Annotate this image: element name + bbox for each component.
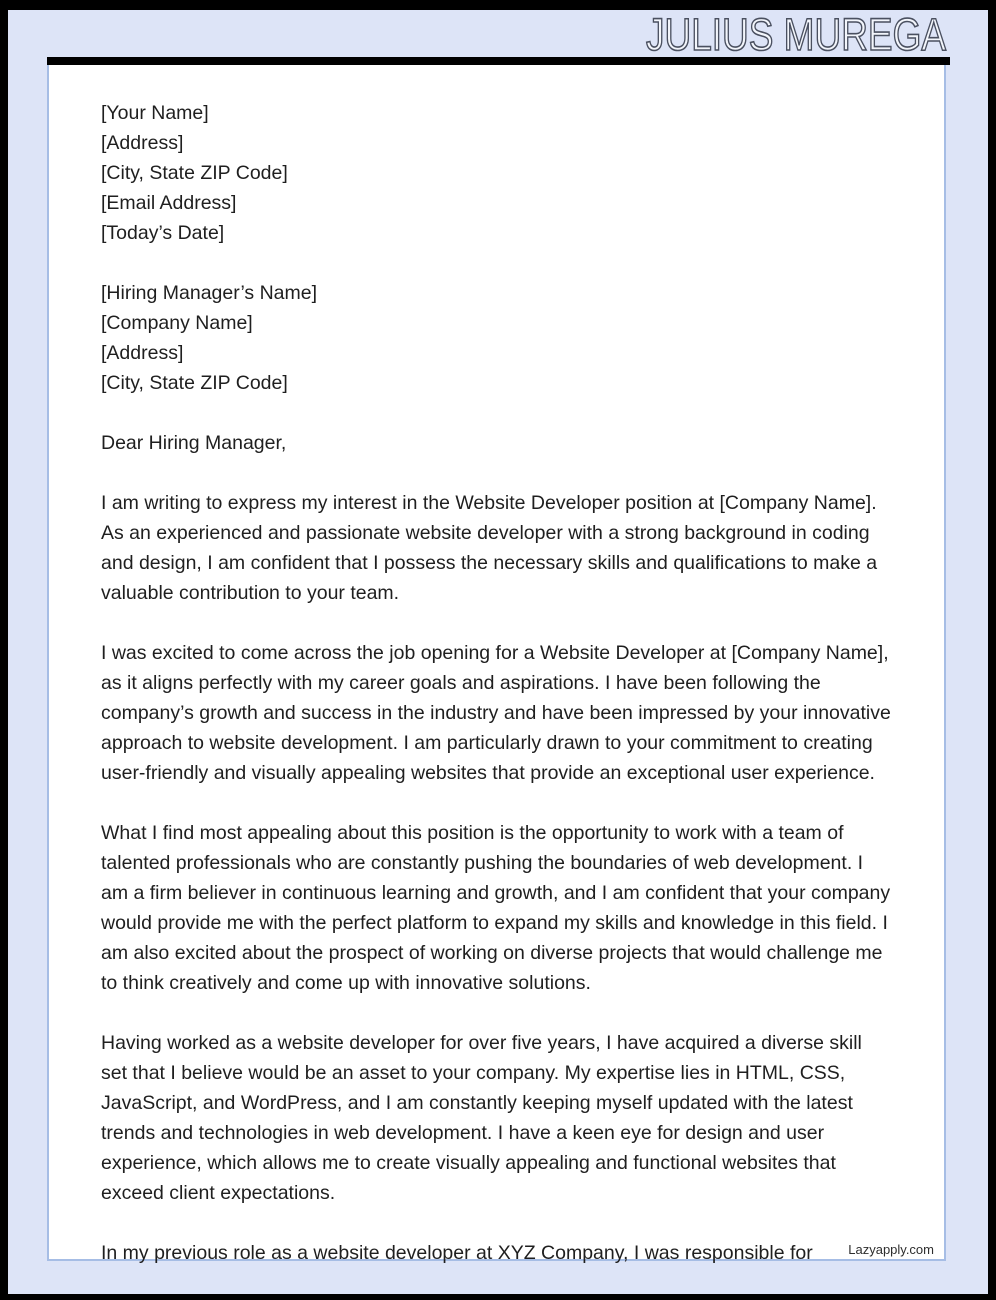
recipient-name: [Hiring Manager’s Name] bbox=[101, 282, 318, 304]
letter-date: [Today’s Date] bbox=[101, 222, 225, 244]
paragraph-intro: I am writing to express my interest in the Website Developer position at [Company Name]. As an experienced and passionate website developer with a strong background in coding and design, I am confident that I possess the necessary skills and qualifications to make a valuable contribution to your team. bbox=[101, 492, 878, 604]
recipient-company: [Company Name] bbox=[101, 312, 253, 334]
paragraph-experience: Having worked as a website developer for over five years, I have acquired a diverse skill set that I believe would be an asset to your company. My expertise lies in HTML, CSS, JavaScript, and WordPress, and I am constantly keeping myself updated with the latest trends and technologies in web development. I have a keen eye for design and user experience, which allows me to create visually appealing and functional websites that exceed client expectations. bbox=[101, 1032, 862, 1204]
letter-body bbox=[49, 65, 944, 1268]
sender-address: [Address] bbox=[101, 132, 184, 154]
brand-title: JULIUS MUREGA bbox=[646, 9, 946, 60]
recipient-block bbox=[101, 278, 892, 398]
sender-city-state-zip: [City, State ZIP Code] bbox=[101, 162, 288, 184]
header bbox=[8, 9, 988, 60]
letter-card bbox=[47, 65, 946, 1264]
paragraph-motivation: I was excited to come across the job opening for a Website Developer at [Company Name], as it aligns perfectly with my career goals and aspirations. I have been following the company’s growth and success in the industry and have been impressed by your innovative approach to website development. I am particularly drawn to your commitment to creating user-friendly and visually appealing websites that provide an exceptional user experience. bbox=[101, 642, 891, 784]
sender-block bbox=[101, 98, 892, 248]
salutation: Dear Hiring Manager, bbox=[101, 432, 287, 454]
recipient-city-state-zip: [City, State ZIP Code] bbox=[101, 372, 288, 394]
sender-name: [Your Name] bbox=[101, 102, 209, 124]
watermark-lazyapply: Lazyapply.com bbox=[848, 1242, 934, 1257]
sender-email: [Email Address] bbox=[101, 192, 237, 214]
recipient-address: [Address] bbox=[101, 342, 184, 364]
brand-title-svg bbox=[476, 9, 946, 63]
paragraph-appeal: What I find most appealing about this position is the opportunity to work with a team of talented professionals who are constantly pushing the boundaries of web development. I am a firm believer in continuous learning and growth, and I am confident that your company would provide me with the perfect platform to expand my skills and knowledge in this field. I am also excited about the prospect of working on diverse projects that would challenge me to think creatively and come up with innovative solutions. bbox=[101, 822, 891, 994]
paragraph-previous-role-truncated: In my previous role as a website developer at XYZ Company, I was responsible for bbox=[101, 1242, 813, 1264]
